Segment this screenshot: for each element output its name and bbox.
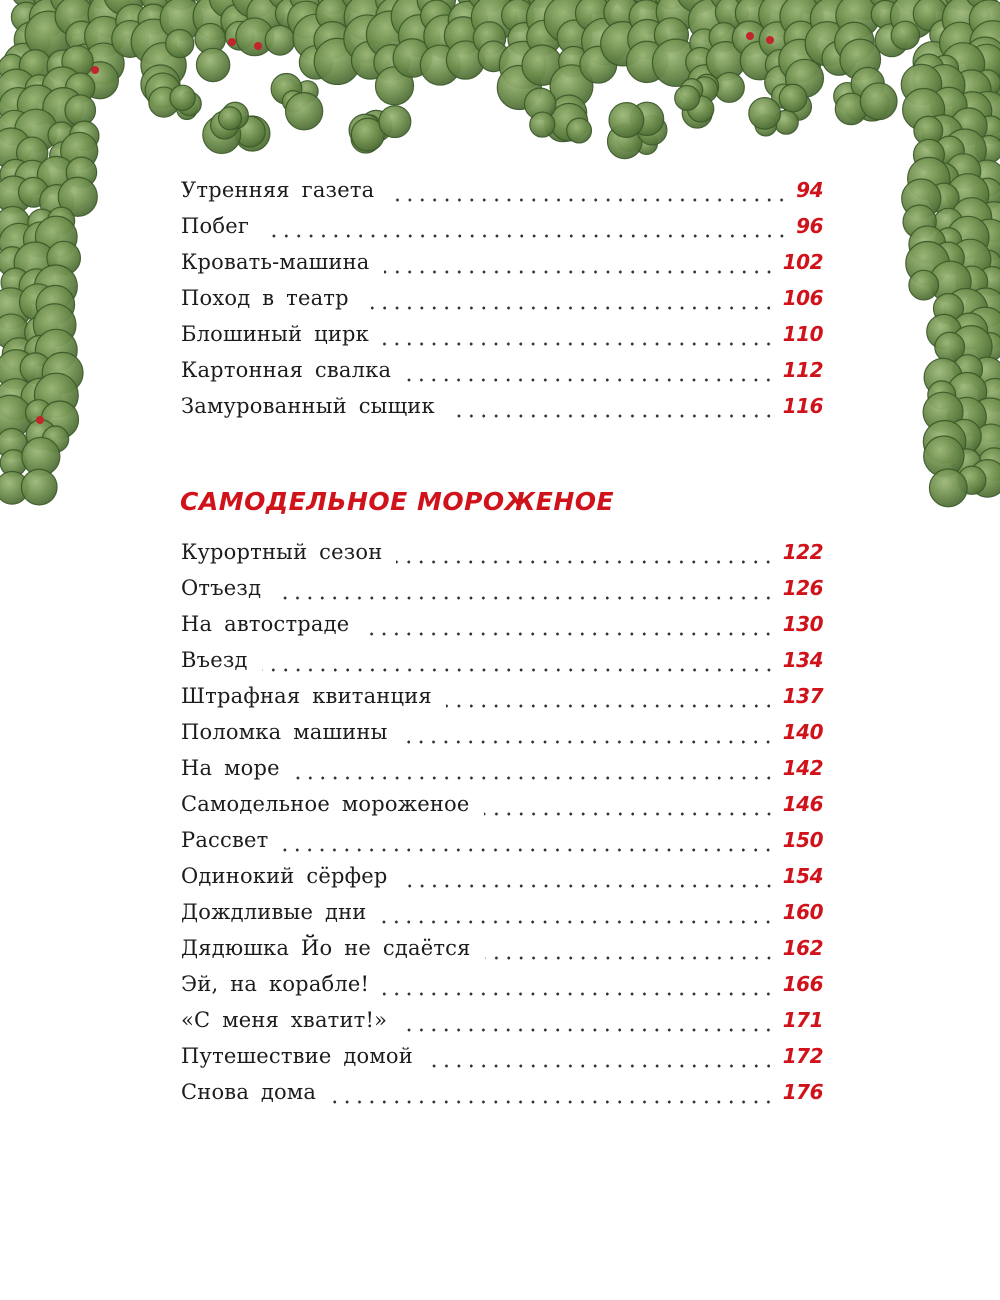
toc-entry[interactable] <box>181 1008 823 1044</box>
dot-leader <box>446 703 775 709</box>
toc-entry[interactable] <box>181 394 823 430</box>
toc-entry-title: Дождливые дни <box>181 900 367 924</box>
dot-leader <box>384 269 775 275</box>
dot-leader <box>383 341 775 347</box>
toc-entry-page-number: 112 <box>782 358 823 382</box>
toc-entry-title: Въезд <box>181 648 248 672</box>
toc-entry-page-number: 134 <box>782 648 823 672</box>
toc-entry-page-number: 140 <box>782 720 823 744</box>
toc-entry-title: Путешествие домой <box>181 1044 413 1068</box>
berry-icon <box>254 42 262 50</box>
toc-entry-title: Одинокий сёрфер <box>181 864 388 888</box>
toc-entry-title: Поход в театр <box>181 286 349 310</box>
dot-leader <box>330 1099 775 1105</box>
toc-entry-title: Рассвет <box>181 828 269 852</box>
toc-entry-title: Курортный сезон <box>181 540 383 564</box>
toc-entry-title: На автостраде <box>181 612 350 636</box>
toc-entry-title: Эй, на корабле! <box>181 972 370 996</box>
toc-entry-page-number: 137 <box>782 684 823 708</box>
toc-entry-page-number: 166 <box>782 972 823 996</box>
toc-entry-page-number: 94 <box>796 178 823 202</box>
toc-entry-title: Блошиный цирк <box>181 322 369 346</box>
toc-entry-title: «С меня хватит!» <box>181 1008 388 1032</box>
toc-entry[interactable] <box>181 684 823 720</box>
toc-entry-title: На море <box>181 756 280 780</box>
toc-entry-page-number: 102 <box>782 250 823 274</box>
toc-entry[interactable] <box>181 358 823 394</box>
toc-part-2 <box>181 540 823 1116</box>
dot-leader <box>396 559 774 565</box>
dot-leader <box>401 739 774 745</box>
berry-icon <box>91 66 99 74</box>
toc-entry-title: Побег <box>181 214 250 238</box>
dot-leader <box>262 667 775 673</box>
dot-leader <box>402 883 775 889</box>
berry-icon <box>746 32 754 40</box>
toc-entry[interactable] <box>181 1080 823 1116</box>
toc-entry[interactable] <box>181 756 823 792</box>
dot-leader <box>282 847 774 853</box>
toc-entry[interactable] <box>181 828 823 864</box>
dot-leader <box>427 1063 775 1069</box>
dot-leader <box>405 377 775 383</box>
toc-entry-title: Замурованный сыщик <box>181 394 435 418</box>
toc-entry[interactable] <box>181 792 823 828</box>
toc-entry-page-number: 126 <box>782 576 823 600</box>
toc-entry-page-number: 154 <box>782 864 823 888</box>
dot-leader <box>263 233 788 239</box>
dot-leader <box>388 197 788 203</box>
toc-entry-page-number: 106 <box>782 286 823 310</box>
toc-entry[interactable] <box>181 720 823 756</box>
toc-entry-page-number: 130 <box>782 612 823 636</box>
toc-entry[interactable] <box>181 178 823 214</box>
toc-entry-title: Кровать-машина <box>181 250 370 274</box>
toc-entry-title: Снова дома <box>181 1080 317 1104</box>
dot-leader <box>401 1027 775 1033</box>
toc-entry-page-number: 160 <box>782 900 823 924</box>
toc-entry-title: Отъезд <box>181 576 262 600</box>
toc-entry[interactable] <box>181 214 823 250</box>
toc-entry[interactable] <box>181 1044 823 1080</box>
toc-entry-title: Самодельное мороженое <box>181 792 470 816</box>
toc-entry[interactable] <box>181 972 823 1008</box>
toc-entry[interactable] <box>181 936 823 972</box>
toc-entry[interactable] <box>181 576 823 612</box>
dot-leader <box>275 595 775 601</box>
toc-entry-page-number: 142 <box>782 756 823 780</box>
toc-entry-page-number: 176 <box>782 1080 823 1104</box>
dot-leader <box>380 919 774 925</box>
berry-icon <box>36 416 44 424</box>
section-heading: САМОДЕЛЬНОЕ МОРОЖЕНОЕ <box>180 487 615 516</box>
toc-entry[interactable] <box>181 250 823 286</box>
toc-entry[interactable] <box>181 864 823 900</box>
toc-entry[interactable] <box>181 540 823 576</box>
toc-entry[interactable] <box>181 900 823 936</box>
toc-entry[interactable] <box>181 612 823 648</box>
toc-entry[interactable] <box>181 286 823 322</box>
toc-entry-page-number: 116 <box>782 394 823 418</box>
berry-icon <box>766 36 774 44</box>
toc-entry-page-number: 122 <box>782 540 823 564</box>
toc-entry-page-number: 171 <box>782 1008 823 1032</box>
dot-leader <box>484 811 775 817</box>
toc-entry-page-number: 172 <box>782 1044 823 1068</box>
toc-entry-page-number: 146 <box>782 792 823 816</box>
toc-entry-page-number: 162 <box>782 936 823 960</box>
toc-entry-page-number: 150 <box>782 828 823 852</box>
toc-entry-page-number: 110 <box>782 322 823 346</box>
toc-part-1 <box>181 178 823 430</box>
dot-leader <box>485 955 775 961</box>
toc-entry-title: Утренняя газета <box>181 178 375 202</box>
dot-leader <box>363 305 775 311</box>
toc-entry-page-number: 96 <box>796 214 823 238</box>
toc-entry[interactable] <box>181 648 823 684</box>
dot-leader <box>363 631 774 637</box>
berry-icon <box>228 38 236 46</box>
toc-entry-title: Дядюшка Йо не сдаётся <box>181 936 471 960</box>
toc-entry[interactable] <box>181 322 823 358</box>
dot-leader <box>294 775 775 781</box>
toc-entry-title: Штрафная квитанция <box>181 684 432 708</box>
toc-entry-title: Поломка машины <box>181 720 388 744</box>
dot-leader <box>383 991 775 997</box>
dot-leader <box>449 413 775 419</box>
toc-entry-title: Картонная свалка <box>181 358 392 382</box>
